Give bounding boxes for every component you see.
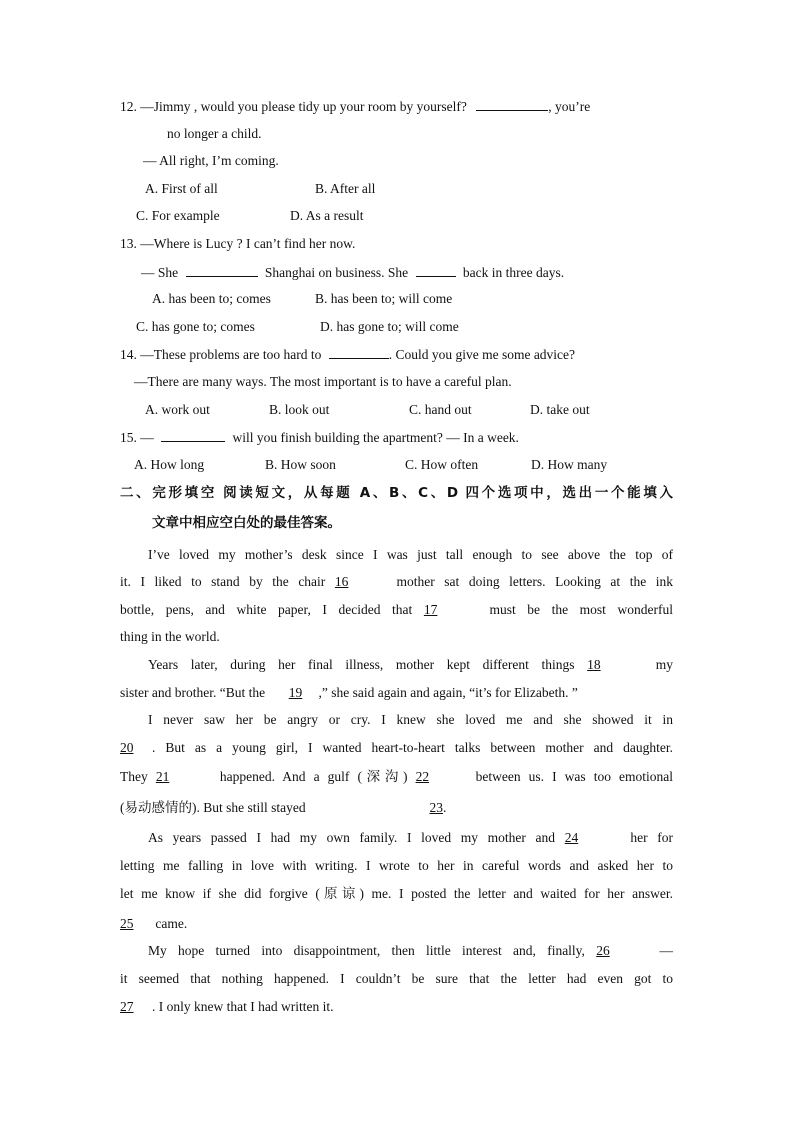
q12-line2: no longer a child. bbox=[167, 126, 262, 141]
blank-22: 22 bbox=[415, 769, 430, 784]
q15-option-b: B. How soon bbox=[265, 457, 336, 472]
passage-text: mother sat doing letters. Looking at the ink bbox=[396, 574, 674, 589]
passage-p4-line1 bbox=[148, 829, 673, 847]
q14-blank bbox=[329, 345, 389, 359]
q12-answer-blank bbox=[476, 97, 548, 111]
blank-27: 27 bbox=[120, 999, 134, 1014]
q15-stem: will you finish building the apartment? — In a week. bbox=[232, 430, 519, 445]
q12-stem: 12. —Jimmy , would you please tidy up your room by yourself? bbox=[120, 99, 467, 114]
blank-25: 25 bbox=[120, 916, 134, 931]
passage-p3-line4 bbox=[120, 799, 446, 817]
passage-p5-line2: it seemed that nothing happened. I couldn’t be sure that the letter had even got to bbox=[120, 971, 673, 986]
section2-heading bbox=[120, 484, 673, 502]
passage-text: — bbox=[659, 943, 673, 958]
q15-option-d: D. How many bbox=[531, 457, 608, 472]
blank-16: 16 bbox=[334, 574, 349, 589]
passage-text: my bbox=[655, 657, 674, 672]
q15-blank bbox=[161, 428, 225, 442]
q12-option-b: B. After all bbox=[315, 181, 376, 196]
q13-line2 bbox=[141, 263, 564, 282]
blank-20: 20 bbox=[120, 740, 134, 755]
passage-text: . bbox=[669, 886, 673, 901]
q15-stem-start: 15. — bbox=[120, 430, 154, 445]
q13-blank-1 bbox=[186, 263, 258, 277]
passage-text: Years later, during her final illness, mother kept different things bbox=[148, 657, 575, 672]
q15-option-a: A. How long bbox=[134, 457, 205, 472]
passage-text: They bbox=[120, 769, 148, 784]
passage-p2-line1 bbox=[148, 656, 673, 674]
q15-option-c: C. How often bbox=[405, 457, 479, 472]
passage-p4-line3 bbox=[120, 885, 673, 903]
q13-blank-2 bbox=[416, 263, 456, 277]
blank-19: 19 bbox=[288, 685, 303, 700]
passage-text: her for bbox=[630, 830, 673, 845]
passage-p4-line2: letting me falling in love with writing. I wrote to her in careful words and asked her to bbox=[120, 858, 673, 873]
q13-option-b: B. has been to; will come bbox=[315, 291, 453, 306]
q14-line1 bbox=[120, 345, 575, 364]
blank-24: 24 bbox=[564, 830, 579, 845]
passage-text: (易动感情的). But she still stayed bbox=[120, 800, 306, 815]
section2-instruction: 阅读短文，从每题 A、B、C、D 四个选项中，选出一个能填入 bbox=[223, 485, 674, 501]
q12-reply: — All right, I’m coming. bbox=[143, 153, 279, 168]
q14-stem-end: . Could you give me some advice? bbox=[388, 347, 576, 362]
passage-p4-line4 bbox=[120, 915, 187, 933]
q13-option-c: C. has gone to; comes bbox=[136, 319, 255, 334]
q14-option-b: B. look out bbox=[269, 402, 330, 417]
blank-18: 18 bbox=[587, 657, 601, 672]
passage-text: As years passed I had my own family. I loved my mother and bbox=[148, 830, 556, 845]
passage-text: My hope turned into disappointment, then little interest and, finally, bbox=[148, 943, 585, 958]
passage-text: sister and brother. “But the bbox=[120, 685, 266, 700]
q12-option-a: A. First of all bbox=[145, 181, 218, 196]
q12-stem-end: , you’re bbox=[548, 99, 591, 114]
q14-option-a: A. work out bbox=[145, 402, 210, 417]
q14-option-d: D. take out bbox=[530, 402, 590, 417]
passage-p1-line4: thing in the world. bbox=[120, 629, 220, 644]
q13-option-d: D. has gone to; will come bbox=[320, 319, 459, 334]
q13-reply-start: — She bbox=[141, 265, 179, 280]
passage-text: between us. I was too emotional bbox=[475, 769, 674, 784]
q14-option-c: C. hand out bbox=[409, 402, 472, 417]
passage-p5-line1 bbox=[148, 942, 673, 960]
passage-text: . I only knew that I had written it. bbox=[152, 999, 334, 1014]
section2-instruction-cont: 文章中相应空白处的最佳答案。 bbox=[152, 515, 341, 531]
q13-line1: 13. —Where is Lucy ? I can’t find her now. bbox=[120, 236, 356, 251]
blank-23: 23 bbox=[429, 800, 443, 815]
q13-option-a: A. has been to; comes bbox=[152, 291, 271, 306]
blank-26: 26 bbox=[596, 943, 610, 958]
q14-stem: 14. —These problems are too hard to bbox=[120, 347, 322, 362]
passage-text: bottle, pens, and white paper, I decided that bbox=[120, 602, 413, 617]
q13-reply-end: back in three days. bbox=[462, 265, 565, 280]
passage-p5-line3 bbox=[120, 998, 333, 1016]
passage-text: came. bbox=[155, 916, 188, 931]
section2-title: 二、完形填空 bbox=[120, 485, 218, 501]
passage-p1-line3 bbox=[120, 601, 673, 619]
passage-text: . bbox=[443, 800, 447, 815]
passage-p1-line1: I’ve loved my mother’s desk since I was just tall enough to see above the top of bbox=[148, 547, 673, 562]
q12-option-c: C. For example bbox=[136, 208, 220, 223]
passage-p3-line3 bbox=[120, 768, 673, 786]
q12-option-d: D. As a result bbox=[290, 208, 364, 223]
q14-reply: —There are many ways. The most important is to have a careful plan. bbox=[134, 374, 512, 389]
blank-21: 21 bbox=[155, 769, 170, 784]
q15-line1 bbox=[120, 428, 519, 447]
q12-line1 bbox=[120, 97, 590, 116]
q13-reply-mid: Shanghai on business. She bbox=[264, 265, 409, 280]
passage-p3-line2 bbox=[120, 739, 673, 757]
passage-text: ,” she said again and again, “it’s for Elizabeth. ” bbox=[318, 685, 578, 700]
passage-text: let me know if she did forgive (原谅) me. I posted the letter and waited for her answer bbox=[120, 886, 670, 901]
blank-17: 17 bbox=[423, 602, 438, 617]
passage-text: happened. And a gulf (深沟) bbox=[219, 769, 408, 784]
passage-p2-line2 bbox=[120, 684, 578, 702]
passage-text: it. I liked to stand by the chair bbox=[120, 574, 326, 589]
passage-text: . But as a young girl, I wanted heart-to-heart talks between mother and daughter. bbox=[152, 740, 673, 755]
passage-p3-line1: I never saw her be angry or cry. I knew she loved me and she showed it in bbox=[148, 712, 673, 727]
passage-text: must be the most wonderful bbox=[489, 602, 673, 617]
passage-p1-line2 bbox=[120, 573, 673, 591]
